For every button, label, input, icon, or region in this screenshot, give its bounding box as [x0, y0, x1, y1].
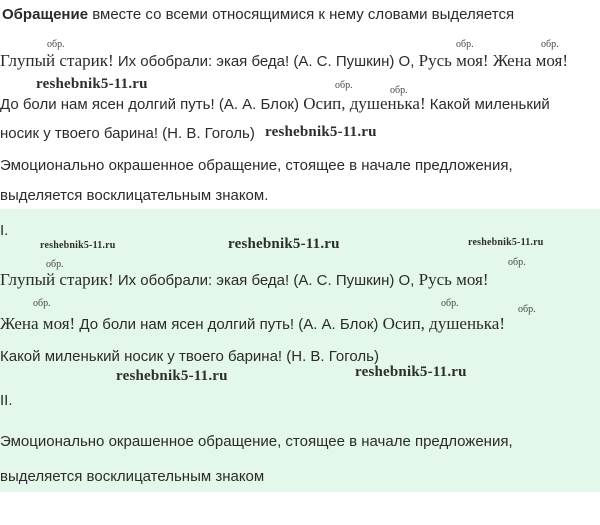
intro-line-2 [0, 52, 568, 71]
intro-line-1-text: вместе со всеми относящимися к нему словами выделяется [88, 6, 515, 23]
watermark: reshebnik5-11.ru [228, 236, 340, 252]
answer-line-4: Эмоционально окрашенное обращение, стоящее в начале предложения, [0, 433, 513, 450]
intro-line-6: выделяется восклицательным знаком. [0, 187, 269, 204]
address-text: Глупый старик! [0, 270, 114, 289]
intro-line-4-text: носик у твоего барина! (Н. В. Гоголь) [0, 125, 255, 142]
address-text: Русь моя! [414, 270, 489, 289]
intro-line-2-text: Их обобрали: экая беда! (А. С. Пушкин) О, [113, 53, 415, 70]
answer-line-2 [0, 315, 505, 334]
watermark: reshebnik5-11.ru [116, 368, 228, 384]
address-text: Осип, душенька! [378, 314, 506, 333]
obr-mark: обр. [46, 259, 64, 270]
obr-mark: обр. [456, 39, 474, 50]
intro-line-3 [0, 95, 550, 114]
answer-line-3: Какой миленький носик у твоего барина! (Н. В. Гоголь) [0, 348, 379, 365]
obr-mark: обр. [508, 257, 526, 268]
intro-line-4 [0, 125, 255, 143]
address-text: Жена моя! [0, 314, 76, 333]
watermark: reshebnik5-11.ru [36, 76, 148, 92]
term-bold: Обращение [2, 6, 89, 23]
obr-mark: обр. [518, 304, 536, 315]
answer-line-1 [0, 271, 489, 290]
watermark: reshebnik5-11.ru [355, 364, 467, 380]
address-text: Осип, душенька! [299, 94, 426, 113]
roman-numeral-2: II. [0, 392, 13, 409]
address-text: Русь [414, 51, 452, 70]
obr-mark: обр. [390, 85, 408, 96]
obr-mark: обр. [33, 298, 51, 309]
intro-line-5: Эмоционально окрашенное обращение, стоящее в начале предложения, [0, 157, 513, 174]
watermark: reshebnik5-11.ru [40, 240, 116, 251]
obr-mark: обр. [441, 298, 459, 309]
obr-mark: обр. [335, 80, 353, 91]
address-text: моя! [451, 51, 489, 70]
answer-line-5: выделяется восклицательным знаком [0, 468, 265, 485]
address-text: моя! [531, 51, 569, 70]
answer-line-2-text: До боли нам ясен долгий путь! (А. А. Блок) [75, 316, 379, 333]
roman-numeral-1: I. [0, 222, 9, 239]
address-text: Жена [488, 51, 532, 70]
intro-line-1 [2, 6, 514, 24]
obr-mark: обр. [47, 39, 65, 50]
watermark: reshebnik5-11.ru [468, 237, 544, 248]
address-text: Глупый старик! [0, 51, 114, 70]
answer-line-1-text: Их обобрали: экая беда! (А. С. Пушкин) О, [113, 272, 415, 289]
watermark: reshebnik5-11.ru [265, 124, 377, 140]
obr-mark: обр. [541, 39, 559, 50]
intro-line-3-text-2: Какой миленький [425, 96, 550, 113]
intro-line-3-text: До боли нам ясен долгий путь! (А. А. Блок) [0, 96, 299, 113]
